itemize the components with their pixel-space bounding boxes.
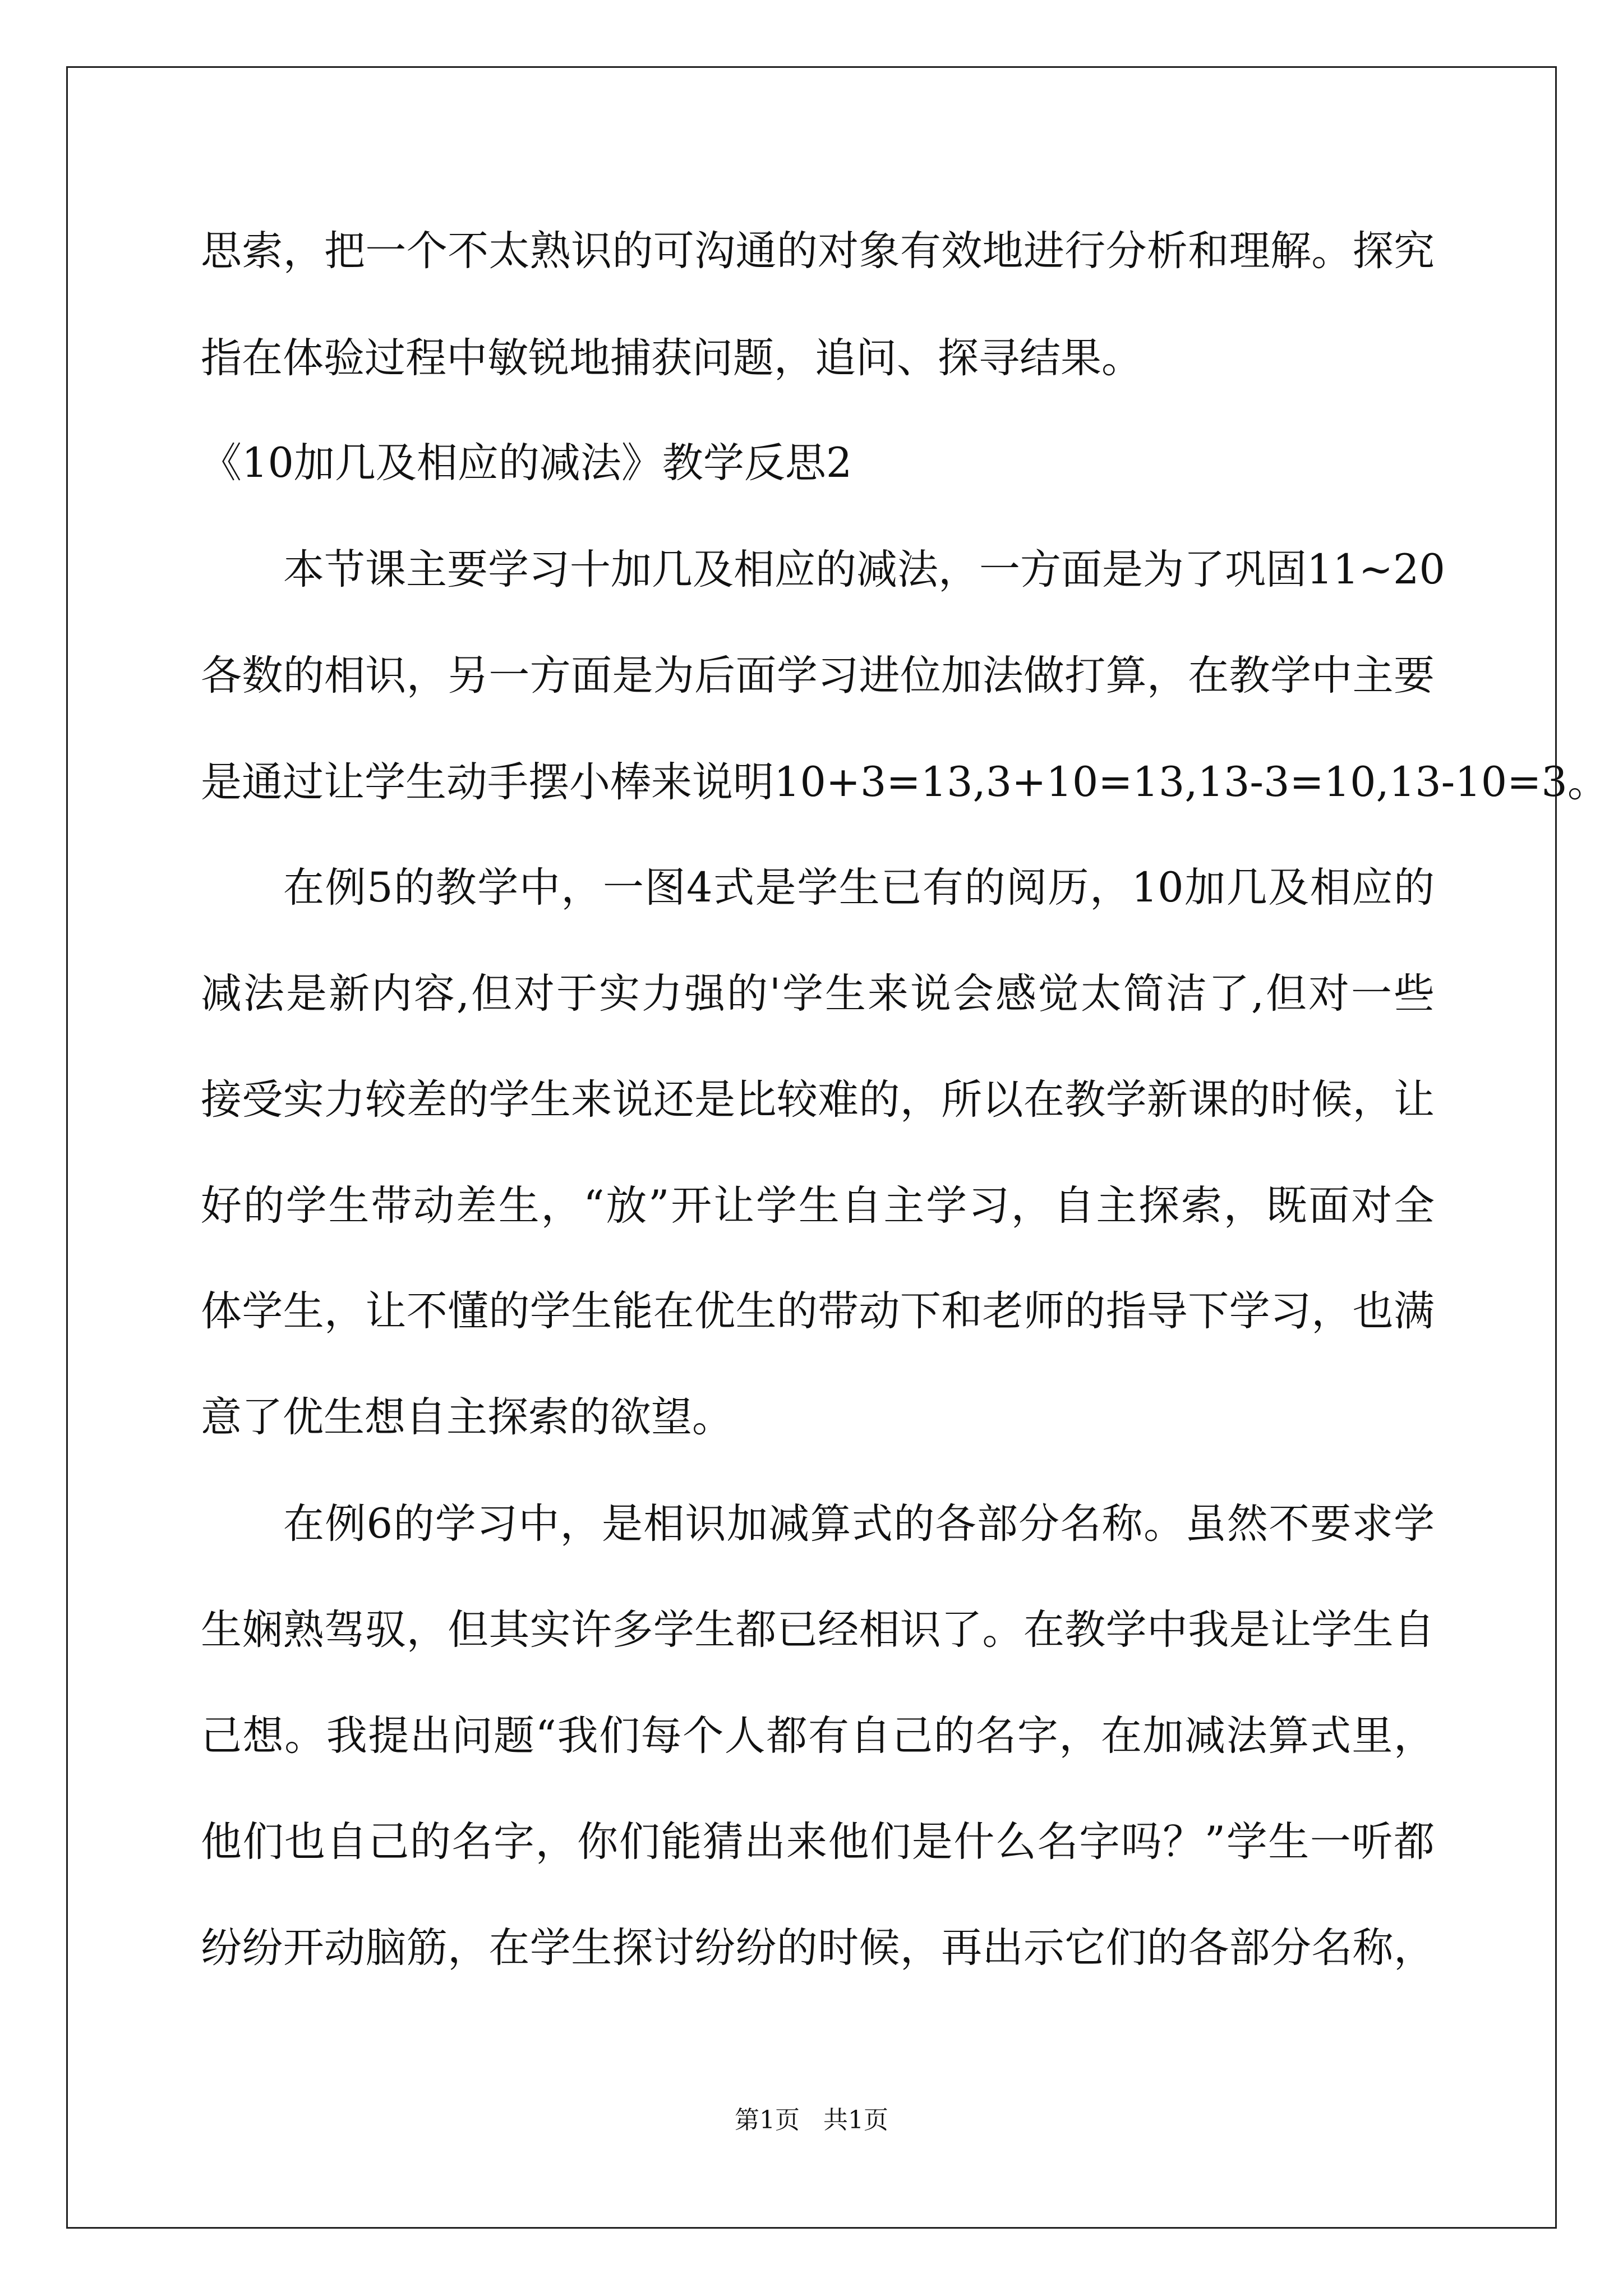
text-line: 意了优生想自主探索的欲望。 <box>201 1393 733 1441</box>
text-line: 思索，把一个不太熟识的可沟通的对象有效地进行分析和理解。探究 <box>201 227 1435 275</box>
text-line: 在例6的学习中，是相识加减算式的各部分名称。虽然不要求学 <box>283 1500 1435 1548</box>
text-line: 生娴熟驾驭，但其实许多学生都已经相识了。在教学中我是让学生自 <box>201 1606 1435 1654</box>
page-number: 第1页 <box>735 2106 800 2134</box>
text-line: 接受实力较差的学生来说还是比较难的，所以在教学新课的时候，让 <box>201 1076 1435 1124</box>
section-heading: 《10加几及相应的减法》教学反思2 <box>201 439 852 487</box>
text-line: 减法是新内容,但对于实力强的'学生来说会感觉太简洁了,但对一些 <box>201 970 1435 1018</box>
text-line: 好的学生带动差生，“放”开让学生自主学习，自主探索，既面对全 <box>201 1182 1435 1230</box>
text-line: 指在体验过程中敏锐地捕获问题，追问、探寻结果。 <box>201 334 1142 382</box>
text-line: 是通过让学生动手摆小棒来说明10+3=13,3+10=13,13-3=10,13-10=3。 <box>201 758 1608 806</box>
page-footer <box>0 2104 1623 2137</box>
text-line: 本节课主要学习十加几及相应的减法，一方面是为了巩固11~20 <box>283 546 1445 593</box>
text-line: 各数的相识，另一方面是为后面学习进位加法做打算，在教学中主要 <box>201 652 1435 700</box>
text-line: 他们也自己的名字，你们能猜出来他们是什么名字吗？”学生一听都 <box>201 1818 1435 1866</box>
text-line: 在例5的教学中，一图4式是学生已有的阅历，10加几及相应的 <box>283 864 1435 912</box>
text-line: 纷纷开动脑筋，在学生探讨纷纷的时候，再出示它们的各部分名称， <box>201 1924 1435 1972</box>
text-line: 己想。我提出问题“我们每个人都有自己的名字，在加减法算式里， <box>201 1712 1435 1760</box>
text-line: 体学生，让不懂的学生能在优生的带动下和老师的指导下学习，也满 <box>201 1287 1435 1335</box>
page-total: 共1页 <box>823 2106 888 2134</box>
